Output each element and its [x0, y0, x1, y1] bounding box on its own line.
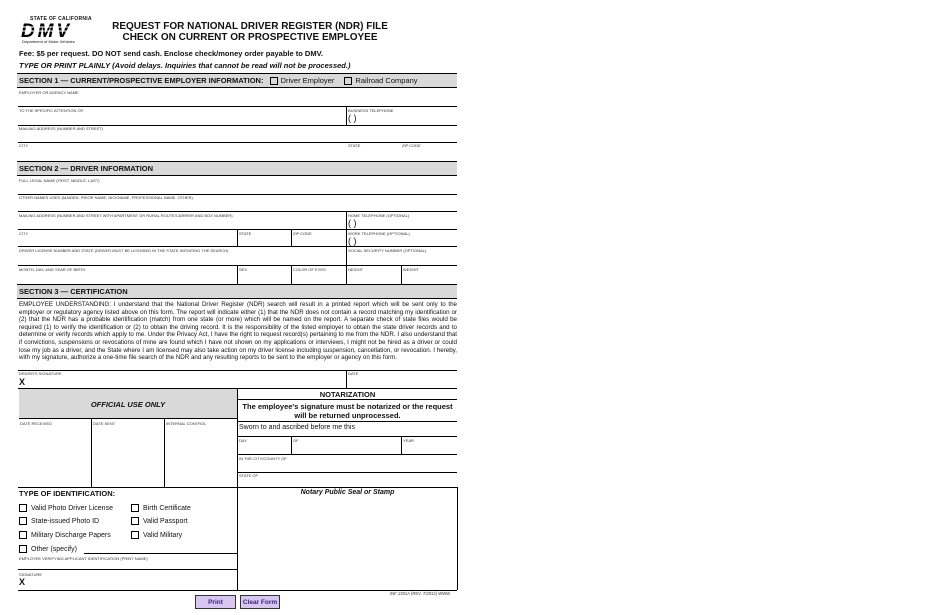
verifier-signature-label: SIGNATURE: [19, 572, 43, 577]
section2-header: [17, 161, 457, 176]
employer-name-label: EMPLOYER OR AGENCY NAME: [19, 90, 79, 95]
id-option-birth-certificate[interactable]: [131, 504, 191, 512]
date-sent-label: DATE SENT: [93, 421, 116, 426]
divider: [18, 246, 457, 247]
license-label: DRIVER LICENSE NUMBER AND STATE (DRIVER MUST BE LICENSED IN THE STATE INITIATING THE SEARCH): [19, 248, 229, 253]
railroad-label: Railroad Company: [355, 76, 418, 85]
clear-form-button[interactable]: Clear Form: [240, 595, 280, 609]
of-label: OF: [293, 438, 299, 443]
home-phone-label: HOME TELEPHONE (OPTIONAL): [348, 213, 410, 218]
driver-employer-checkbox[interactable]: [270, 77, 278, 85]
checkbox[interactable]: [131, 504, 139, 512]
work-phone-label: WORK TELEPHONE (OPTIONAL): [348, 231, 410, 236]
eyes-label: COLOR OF EYES: [293, 267, 326, 272]
driver-mailing-label: MAILING ADDRESS (NUMBER AND STREET WITH APARTMENT OR RURAL ROUTE/CARRIER AND BOX NUMBER): [19, 213, 233, 218]
state-label: STATE: [348, 143, 361, 148]
divider: [18, 569, 237, 570]
zip-label: ZIP CODE: [402, 143, 421, 148]
section3-title: SECTION 3 — CERTIFICATION: [19, 287, 128, 296]
logo-state-text: STATE OF CALIFORNIA: [30, 16, 92, 22]
license-field[interactable]: [18, 248, 346, 263]
id-option-military-discharge[interactable]: [19, 531, 111, 539]
divider: [237, 229, 238, 246]
date-received-label: DATE RECEIVED: [20, 421, 52, 426]
driver-employer-label: Driver Employer: [280, 76, 335, 85]
city-county-field[interactable]: [238, 456, 457, 472]
day-label: DAY: [239, 438, 247, 443]
dmv-logo-text: DMV: [21, 21, 69, 39]
divider: [346, 106, 347, 125]
divider: [238, 421, 457, 422]
id-option-military[interactable]: [131, 531, 182, 539]
divider: [18, 487, 237, 488]
weight-label: WEIGHT: [403, 267, 419, 272]
dob-label: MONTH, DAY, AND YEAR OF BIRTH: [19, 267, 86, 272]
driver-zip-label: ZIP CODE: [293, 231, 312, 236]
divider: [401, 436, 402, 454]
id-option-label: Military Discharge Papers: [31, 531, 111, 539]
page-title: [80, 21, 420, 43]
internal-control-label: INTERNAL CONTROL: [166, 421, 207, 426]
section1-title: SECTION 1 — CURRENT/PROSPECTIVE EMPLOYER INFORMATION:: [19, 76, 264, 85]
type-note: TYPE OR PRINT PLAINLY (Avoid delays. Inquiries that cannot be read will not be processed.): [19, 61, 351, 70]
fee-text: Fee: $5 per request. DO NOT send cash. Enclose check/money order payable to DMV.: [19, 49, 323, 58]
section1-header: [17, 73, 457, 88]
id-option-label: Valid Military: [143, 531, 183, 539]
height-label: HEIGHT: [348, 267, 364, 272]
year-label: YEAR: [403, 438, 414, 443]
notarization-title: NOTARIZATION: [319, 390, 376, 399]
ssn-field[interactable]: [347, 248, 457, 263]
id-option-label: State-issued Photo ID: [31, 517, 100, 525]
other-names-label: OTHER NAMES USED (MAIDEN, PRIOR NAME, NICKNAME, PROFESSIONAL NAME, OTHER): [19, 195, 193, 200]
checkbox[interactable]: [19, 504, 27, 512]
divider: [238, 399, 457, 400]
divider: [238, 454, 457, 455]
attention-label: TO THE SPECIFIC ATTENTION OF:: [19, 108, 85, 113]
divider: [291, 436, 292, 454]
date-field[interactable]: [347, 371, 457, 388]
full-name-label: FULL LEGAL NAME (FIRST, MIDDLE, LAST): [19, 178, 100, 183]
title-line-2: CHECK ON CURRENT OR PROSPECTIVE EMPLOYEE: [122, 32, 378, 43]
divider: [18, 106, 457, 107]
mailing-label: MAILING ADDRESS (NUMBER AND STREET): [19, 126, 104, 131]
form-number: INF 1301A (REV. 7/2012) WWW: [390, 591, 451, 596]
dmv-logo: [20, 21, 72, 39]
checkbox[interactable]: [19, 517, 27, 525]
id-option-passport[interactable]: [131, 517, 188, 525]
state-of-field[interactable]: [238, 473, 457, 487]
divider: [237, 265, 238, 284]
business-phone-field[interactable]: ( ): [348, 113, 357, 123]
certification-paragraph: EMPLOYEE UNDERSTANDING: I understand that the National Driver Register (NDR) search will result in a printed report which will be sent only to the employer or regulatory agency listed above on this form. The report will indicate either (1) that the NDR does not contain a record matching my identification or (2) that the NDR has a probable identification (match) from one state (or more) which will be named on the report. A separate check of state files would be required (1) to verify the identification or (2) to obtain the driving record. It is the responsibility of the listed employer to obtain the state driver records and to determine or verify records which apply to me. Under the Privacy Act, I have the right to request record(s) pertaining to me from the NDR. I also understand that if convictions, suspensions or revocations of mine are found which I have not shown on my applications or interviews, I might not be hired as a driver or could lose my job as a driver, and the State where I am licensed may also take action on my driver license including suspension, cancellation, or revocation. I hereby, with my signature, authorize a one-time file search of the NDR and any resulting reports to be sent to the employer or agency on this form.: [19, 301, 457, 362]
official-use-header: OFFICIAL USE ONLY: [19, 388, 237, 419]
section3-header: [17, 284, 457, 299]
full-name-field[interactable]: [18, 178, 457, 194]
verifier-label: EMPLOYEE VERIFYING APPLICANT IDENTIFICATION (PRINT NAME): [19, 556, 148, 561]
checkbox[interactable]: [19, 545, 27, 553]
id-option-label: Valid Passport: [143, 517, 188, 525]
id-option-other[interactable]: [19, 545, 77, 553]
mailing-field[interactable]: [18, 126, 457, 142]
id-option-photo-license[interactable]: [19, 504, 113, 512]
driver-signature-field[interactable]: X: [19, 377, 26, 387]
date-label: DATE: [348, 371, 359, 376]
id-option-label: Birth Certificate: [143, 504, 191, 512]
id-option-label: Other (specify): [31, 545, 77, 553]
print-button[interactable]: Print: [195, 595, 236, 609]
notarization-note: The employee's signature must be notarized or the request will be returned unprocessed.: [242, 402, 453, 420]
id-option-state-photo-id[interactable]: [19, 517, 99, 525]
city-county-label: IN THE CITY/COUNTY OF: [239, 456, 287, 461]
verifier-signature-field[interactable]: X: [19, 577, 26, 587]
section2-title: SECTION 2 — DRIVER INFORMATION: [19, 164, 154, 173]
work-phone-field[interactable]: ( ): [348, 236, 357, 246]
other-specify-line[interactable]: [84, 553, 237, 554]
business-phone-label: BUSINESS TELEPHONE: [348, 108, 394, 113]
checkbox[interactable]: [131, 517, 139, 525]
divider: [238, 487, 457, 488]
verifier-field[interactable]: [18, 556, 237, 569]
checkbox[interactable]: [131, 531, 139, 539]
notary-seal-label: Notary Public Seal or Stamp: [300, 489, 395, 496]
home-phone-field[interactable]: ( ): [348, 218, 357, 228]
driver-mailing-field[interactable]: [18, 213, 346, 229]
sex-label: SEX: [239, 267, 248, 272]
divider: [18, 211, 457, 212]
divider: [291, 229, 292, 246]
divider: [457, 487, 458, 590]
employer-name-field[interactable]: [18, 90, 457, 106]
ssn-label: SOCIAL SECURITY NUMBER (OPTIONAL): [348, 248, 427, 253]
id-type-title: TYPE OF IDENTIFICATION:: [19, 489, 116, 498]
other-names-field[interactable]: [18, 195, 457, 211]
city-label: CITY: [19, 143, 29, 148]
railroad-checkbox[interactable]: [344, 77, 352, 85]
divider: [238, 436, 457, 437]
city-state-zip-field[interactable]: [18, 143, 457, 157]
divider: [291, 265, 292, 284]
checkbox[interactable]: [19, 531, 27, 539]
attention-field[interactable]: [18, 108, 346, 125]
divider: [401, 265, 402, 284]
divider: [91, 419, 92, 487]
sworn-text: Sworn to and ascribed before me this: [239, 424, 355, 431]
driver-city-label: CITY: [19, 231, 29, 236]
state-of-label: STATE OF: [239, 473, 258, 478]
divider: [164, 419, 165, 487]
title-line-1: REQUEST FOR NATIONAL DRIVER REGISTER (NDR) FILE: [112, 21, 388, 32]
driver-state-label: STATE: [239, 231, 252, 236]
id-option-label: Valid Photo Driver License: [31, 504, 113, 512]
driver-signature-label: DRIVER'S SIGNATURE: [19, 371, 62, 376]
logo-dept-text: Department of Motor Vehicles: [22, 39, 75, 44]
